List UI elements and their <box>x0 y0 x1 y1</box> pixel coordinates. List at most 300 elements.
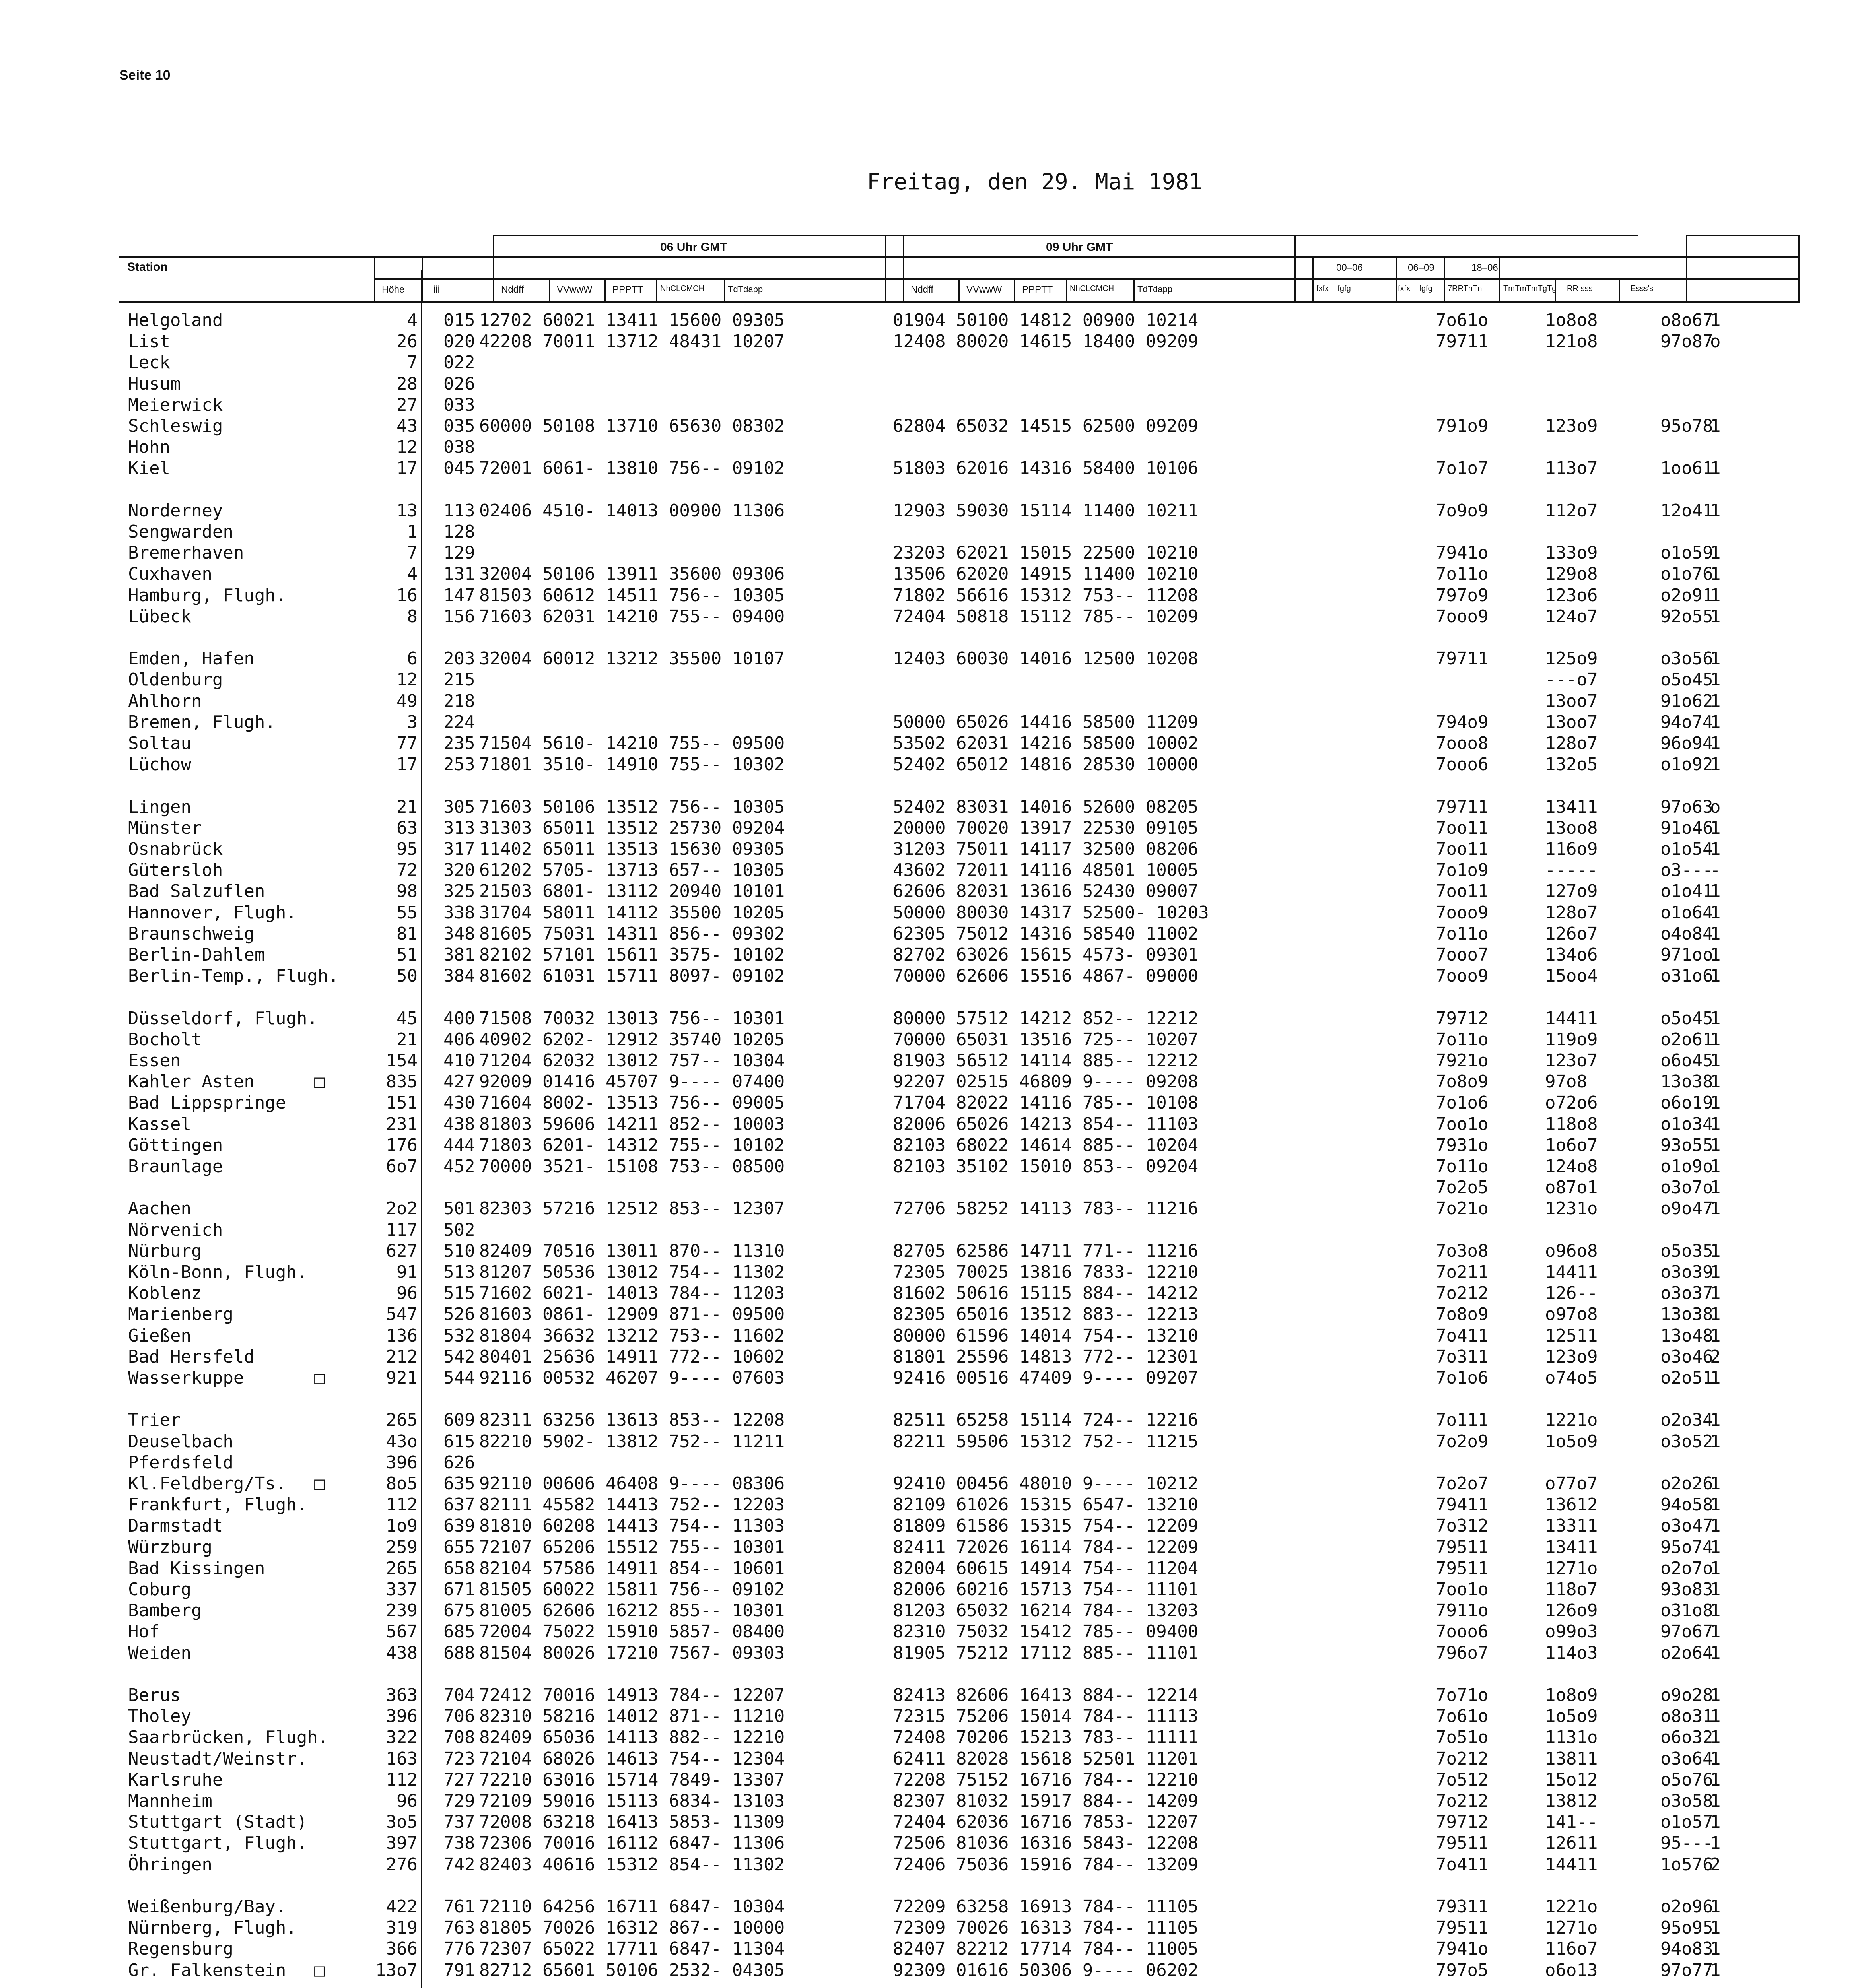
cell-station: Regensburg <box>128 1939 233 1959</box>
cell-iii: 203 <box>443 648 475 669</box>
cell-g: o2o26 <box>1660 1474 1713 1494</box>
cell-b: 72406 75036 15916 784-- 13209 <box>893 1854 1199 1875</box>
cell-hoehe: 95 <box>396 839 418 859</box>
table-row <box>0 1220 1860 1241</box>
cell-hoehe: 98 <box>396 881 418 902</box>
cell-station: Stuttgart, Flugh. <box>128 1833 307 1854</box>
cell-station: Hannover, Flugh. <box>128 902 297 923</box>
cell-h: 1 <box>1710 691 1721 711</box>
cell-station: Norderney <box>128 500 223 521</box>
cell-h: 1 <box>1710 1474 1721 1494</box>
table-row <box>0 543 1860 564</box>
table-row <box>0 374 1860 395</box>
cell-f: 1o6o7 <box>1545 1135 1598 1155</box>
cell-h: 2 <box>1710 1346 1721 1367</box>
cell-h: 1 <box>1710 1368 1721 1388</box>
cell-g: o2o96 <box>1660 1897 1713 1917</box>
cell-a: 81602 61031 15711 8097- 09102 <box>479 966 785 986</box>
cell-a: 82102 57101 15611 3575- 10102 <box>479 945 785 965</box>
cell-f: o72o6 <box>1545 1093 1598 1113</box>
cell-iii: 675 <box>443 1600 475 1621</box>
cell-station: Bocholt <box>128 1029 202 1050</box>
cell-hoehe: 322 <box>386 1727 418 1748</box>
cell-g: o5o76 <box>1660 1769 1713 1790</box>
cell-iii: 026 <box>443 373 475 394</box>
cell-station: Frankfurt, Flugh. <box>128 1495 307 1515</box>
cell-e: 7ooo7 <box>1436 945 1489 965</box>
cell-iii: 544 <box>443 1368 475 1388</box>
cell-f: 1221o <box>1545 1410 1598 1431</box>
cell-hoehe: 27 <box>396 394 418 415</box>
header-tdtdapp-06: TdTdapp <box>728 284 763 294</box>
table-row <box>0 1770 1860 1791</box>
table-row <box>0 1050 1860 1072</box>
cell-a: 61202 5705- 13713 657-- 10305 <box>479 860 785 881</box>
cell-a: 81804 36632 13212 753-- 11602 <box>479 1325 785 1346</box>
cell-h: 1 <box>1710 1791 1721 1811</box>
cell-station: Deuselbach <box>128 1431 233 1452</box>
cell-hoehe: 91 <box>396 1262 418 1282</box>
cell-f: 1o5o9 <box>1545 1431 1598 1452</box>
cell-g: o1o41 <box>1660 881 1713 902</box>
cell-g: 92o55 <box>1660 606 1713 627</box>
cell-h: 1 <box>1710 839 1721 859</box>
header-vvwww-09: VVwwW <box>966 284 1002 295</box>
cell-hoehe: 55 <box>396 902 418 923</box>
cell-box: □ <box>314 1474 325 1494</box>
cell-h: 1 <box>1710 754 1721 775</box>
cell-station: Osnabrück <box>128 839 223 859</box>
table-row <box>0 627 1860 649</box>
cell-f: 13612 <box>1545 1495 1598 1515</box>
header-00-06: 00–06 <box>1336 262 1363 273</box>
cell-h: 1 <box>1710 1812 1721 1833</box>
cell-f: 97o8 <box>1545 1072 1587 1092</box>
cell-a: 92116 00532 46207 9---- 07603 <box>479 1368 785 1388</box>
cell-g: 94o58 <box>1660 1495 1713 1515</box>
cell-h: 1 <box>1710 1516 1721 1536</box>
cell-g: o1o92 <box>1660 754 1713 775</box>
cell-b: 72305 70025 13816 7833- 12210 <box>893 1262 1199 1282</box>
cell-a: 82111 45582 14413 752-- 12203 <box>479 1495 785 1515</box>
cell-b: 51803 62016 14316 58400 10106 <box>893 458 1199 479</box>
cell-e: 7o11o <box>1436 1156 1489 1176</box>
table-row <box>0 1643 1860 1664</box>
cell-f: 14411 <box>1545 1854 1598 1875</box>
cell-hoehe: 4 <box>407 564 418 584</box>
cell-a: 72004 75022 15910 5857- 08400 <box>479 1621 785 1642</box>
cell-f: 13811 <box>1545 1748 1598 1769</box>
cell-e: 7o2o7 <box>1436 1474 1489 1494</box>
cell-e: 7o1o9 <box>1436 860 1489 881</box>
table-row <box>0 1008 1860 1030</box>
cell-f: 13311 <box>1545 1516 1598 1536</box>
cell-station: Düsseldorf, Flugh. <box>128 1008 318 1029</box>
cell-e: 7ooo8 <box>1436 733 1489 753</box>
cell-h: 2 <box>1710 1854 1721 1875</box>
cell-h: 1 <box>1710 1600 1721 1621</box>
table-row <box>0 1600 1860 1622</box>
cell-a: 81005 62606 16212 855-- 10301 <box>479 1600 785 1621</box>
cell-a: 81207 50536 13012 754-- 11302 <box>479 1262 785 1282</box>
cell-e: 79511 <box>1436 1537 1489 1557</box>
cell-iii: 776 <box>443 1939 475 1959</box>
header-tmtm: TmTmTmTgTg <box>1503 284 1557 293</box>
table-row <box>0 1452 1860 1474</box>
cell-iii: 515 <box>443 1283 475 1304</box>
table-row <box>0 395 1860 416</box>
cell-a: 81504 80026 17210 7567- 09303 <box>479 1642 785 1663</box>
cell-f: o77o7 <box>1545 1474 1598 1494</box>
cell-e: 7o3o8 <box>1436 1241 1489 1261</box>
cell-e: 7o1o7 <box>1436 458 1489 479</box>
cell-iii: 737 <box>443 1812 475 1833</box>
cell-g: o1o9o <box>1660 1156 1713 1176</box>
table-row <box>0 522 1860 543</box>
cell-f: 13oo7 <box>1545 691 1598 711</box>
cell-station: Mannheim <box>128 1791 212 1811</box>
cell-e: 7o8o9 <box>1436 1072 1489 1092</box>
cell-station: Kahler Asten <box>128 1072 255 1092</box>
cell-station: Meierwick <box>128 394 223 415</box>
cell-f: 133o9 <box>1545 543 1598 563</box>
cell-station: Kassel <box>128 1114 191 1134</box>
cell-g: 95o95 <box>1660 1918 1713 1938</box>
cell-hoehe: 319 <box>386 1918 418 1938</box>
cell-g: o3o37 <box>1660 1283 1713 1304</box>
cell-station: Würzburg <box>128 1537 212 1557</box>
cell-box: □ <box>314 1368 325 1388</box>
cell-f: 14411 <box>1545 1008 1598 1029</box>
cell-b: 81602 50616 15115 884-- 14212 <box>893 1283 1199 1304</box>
header-ppptt-09: PPPTT <box>1022 284 1053 295</box>
cell-station: Sengwarden <box>128 522 233 542</box>
header-iii: iii <box>433 284 440 295</box>
table-row <box>0 1262 1860 1283</box>
cell-b: 50000 80030 14317 52500- 10203 <box>893 902 1209 923</box>
cell-h: 1 <box>1710 1685 1721 1705</box>
cell-b: 82103 68022 14614 885-- 10204 <box>893 1135 1199 1155</box>
cell-f: o6o13 <box>1545 1960 1598 1980</box>
cell-f: 116o9 <box>1545 839 1598 859</box>
header-nddff-09: Nddff <box>911 284 933 295</box>
cell-a: 72001 6061- 13810 756-- 09102 <box>479 458 785 479</box>
cell-f: 15o12 <box>1545 1769 1598 1790</box>
cell-b: 81905 75212 17112 885-- 11101 <box>893 1642 1199 1663</box>
table-row <box>0 1939 1860 1960</box>
cell-station: Nürnberg, Flugh. <box>128 1918 297 1938</box>
cell-hoehe: 239 <box>386 1600 418 1621</box>
cell-iii: 317 <box>443 839 475 859</box>
cell-g: o3o39 <box>1660 1262 1713 1282</box>
table-row <box>0 712 1860 734</box>
cell-g: o1o59 <box>1660 543 1713 563</box>
cell-a: 72107 65206 15512 755-- 10301 <box>479 1537 785 1557</box>
cell-a: 81803 59606 14211 852-- 10003 <box>479 1114 785 1134</box>
cell-e: 7o2o5 <box>1436 1177 1489 1198</box>
cell-b: 53502 62031 14216 58500 10002 <box>893 733 1199 753</box>
cell-hoehe: 259 <box>386 1537 418 1557</box>
cell-hoehe: 366 <box>386 1939 418 1959</box>
cell-b: 31203 75011 14117 32500 08206 <box>893 839 1199 859</box>
cell-h: 1 <box>1710 1029 1721 1050</box>
cell-f: 127o9 <box>1545 881 1598 902</box>
cell-hoehe: 265 <box>386 1558 418 1578</box>
cell-h: 1 <box>1710 1283 1721 1304</box>
cell-g: 13o38 <box>1660 1072 1713 1092</box>
cell-a: 82409 70516 13011 870-- 11310 <box>479 1241 785 1261</box>
cell-station: Bad Kissingen <box>128 1558 265 1578</box>
cell-g: o6o19 <box>1660 1093 1713 1113</box>
cell-hoehe: 276 <box>386 1854 418 1875</box>
cell-e: 797o5 <box>1436 1960 1489 1980</box>
cell-g: o5o45 <box>1660 670 1713 690</box>
cell-g: o8o67 <box>1660 310 1713 330</box>
cell-iii: 427 <box>443 1072 475 1092</box>
table-row <box>0 987 1860 1008</box>
cell-f: 116o7 <box>1545 1939 1598 1959</box>
cell-f: 15oo4 <box>1545 966 1598 986</box>
cell-f: 13411 <box>1545 796 1598 817</box>
cell-f: 119o9 <box>1545 1029 1598 1050</box>
table-row <box>0 480 1860 501</box>
cell-e: 7911o <box>1436 1600 1489 1621</box>
table-row <box>0 839 1860 860</box>
cell-e: 7o212 <box>1436 1748 1489 1769</box>
header-fxfx-1: fxfx – fgfg <box>1316 284 1351 293</box>
cell-b: 50000 65026 14416 58500 11209 <box>893 712 1199 732</box>
cell-f: 13812 <box>1545 1791 1598 1811</box>
cell-hoehe: 6 <box>407 648 418 669</box>
cell-a: 42208 70011 13712 48431 10207 <box>479 331 785 352</box>
cell-h: 1 <box>1710 1410 1721 1431</box>
cell-g: o4o84 <box>1660 923 1713 944</box>
cell-b: 70000 65031 13516 725-- 10207 <box>893 1029 1199 1050</box>
cell-h: o <box>1710 331 1721 352</box>
cell-g: o31o8 <box>1660 1600 1713 1621</box>
cell-h: 1 <box>1710 1241 1721 1261</box>
cell-b: 82511 65258 15114 724-- 12216 <box>893 1410 1199 1431</box>
cell-g: 96o94 <box>1660 733 1713 753</box>
cell-hoehe: 77 <box>396 733 418 753</box>
cell-hoehe: 12 <box>396 670 418 690</box>
cell-iii: 742 <box>443 1854 475 1875</box>
table-row <box>0 1833 1860 1854</box>
cell-station: Bad Salzuflen <box>128 881 265 902</box>
cell-station: Öhringen <box>128 1854 212 1875</box>
table-row <box>0 1749 1860 1770</box>
cell-e: 7ooo6 <box>1436 1621 1489 1642</box>
cell-b: 82006 65026 14213 854-- 11103 <box>893 1114 1199 1134</box>
cell-g: o2o61 <box>1660 1029 1713 1050</box>
cell-a: 82712 65601 50106 2532- 04305 <box>479 1960 785 1980</box>
table-row <box>0 1918 1860 1939</box>
cell-g: o2o64 <box>1660 1642 1713 1663</box>
cell-g: o2o91 <box>1660 585 1713 606</box>
cell-h: 1 <box>1710 1135 1721 1155</box>
cell-f: 126-- <box>1545 1283 1598 1304</box>
cell-e: 796o7 <box>1436 1642 1489 1663</box>
cell-h: 1 <box>1710 1537 1721 1557</box>
cell-b: 23203 62021 15015 22500 10210 <box>893 543 1199 563</box>
cell-hoehe: 45 <box>396 1008 418 1029</box>
cell-f: 124o8 <box>1545 1156 1598 1176</box>
table-row <box>0 860 1860 881</box>
cell-f: ---o7 <box>1545 670 1598 690</box>
cell-g: o1o34 <box>1660 1114 1713 1134</box>
cell-b: 62804 65032 14515 62500 09209 <box>893 416 1199 436</box>
header-hoehe: Höhe <box>382 284 405 295</box>
cell-hoehe: 1o9 <box>386 1516 418 1536</box>
table-row <box>0 501 1860 522</box>
cell-iii: 035 <box>443 416 475 436</box>
cell-station: Darmstadt <box>128 1516 223 1536</box>
cell-hoehe: 397 <box>386 1833 418 1854</box>
cell-f: 128o7 <box>1545 902 1598 923</box>
cell-e: 7oo1o <box>1436 1579 1489 1600</box>
table-row <box>0 585 1860 607</box>
cell-station: Tholey <box>128 1706 191 1727</box>
cell-station: Aachen <box>128 1198 191 1219</box>
cell-station: Neustadt/Weinstr. <box>128 1748 307 1769</box>
cell-a: 72306 70016 16112 6847- 11306 <box>479 1833 785 1854</box>
cell-hoehe: 6o7 <box>386 1156 418 1176</box>
cell-hoehe: 112 <box>386 1769 418 1790</box>
cell-a: 31704 58011 14112 35500 10205 <box>479 902 785 923</box>
cell-e: 7ooo9 <box>1436 966 1489 986</box>
cell-hoehe: 7 <box>407 543 418 563</box>
cell-e: 7o211 <box>1436 1262 1489 1282</box>
cell-h: 1 <box>1710 1833 1721 1854</box>
cell-station: Karlsruhe <box>128 1769 223 1790</box>
cell-a: 71603 62031 14210 755-- 09400 <box>479 606 785 627</box>
cell-e: 7o8o9 <box>1436 1304 1489 1325</box>
cell-box: □ <box>314 1072 325 1092</box>
cell-station: Coburg <box>128 1579 191 1600</box>
cell-e: 79711 <box>1436 796 1489 817</box>
cell-iii: 129 <box>443 543 475 563</box>
header-06-09: 06–09 <box>1408 262 1434 273</box>
table-row <box>0 1727 1860 1749</box>
cell-iii: 406 <box>443 1029 475 1050</box>
cell-station: Hof <box>128 1621 160 1642</box>
cell-station: Braunlage <box>128 1156 223 1176</box>
cell-g: o1o64 <box>1660 902 1713 923</box>
cell-h: 1 <box>1710 1156 1721 1176</box>
table-row <box>0 331 1860 353</box>
cell-station: Bad Hersfeld <box>128 1346 255 1367</box>
table-row <box>0 1326 1860 1347</box>
cell-h: 1 <box>1710 543 1721 563</box>
cell-a: 71508 70032 13013 756-- 10301 <box>479 1008 785 1029</box>
cell-h: 1 <box>1710 1093 1721 1113</box>
cell-hoehe: 96 <box>396 1283 418 1304</box>
cell-hoehe: 835 <box>386 1072 418 1092</box>
cell-g: 94o74 <box>1660 712 1713 732</box>
cell-hoehe: 21 <box>396 796 418 817</box>
cell-hoehe: 117 <box>386 1219 418 1240</box>
cell-f: 14411 <box>1545 1262 1598 1282</box>
cell-b: 82006 60216 15713 754-- 11101 <box>893 1579 1199 1600</box>
header-nddff-06: Nddff <box>501 284 524 295</box>
cell-iii: 542 <box>443 1346 475 1367</box>
cell-station: Gütersloh <box>128 860 223 881</box>
cell-g: 94o83 <box>1660 1939 1713 1959</box>
cell-h: 1 <box>1710 1621 1721 1642</box>
cell-a: 82409 65036 14113 882-- 12210 <box>479 1727 785 1748</box>
cell-a: 71204 62032 13012 757-- 10304 <box>479 1050 785 1071</box>
cell-b: 43602 72011 14116 48501 10005 <box>893 860 1199 881</box>
cell-iii: 761 <box>443 1897 475 1917</box>
cell-e: 7o9o9 <box>1436 500 1489 521</box>
cell-b: 12403 60030 14016 12500 10208 <box>893 648 1199 669</box>
cell-b: 82109 61026 15315 6547- 13210 <box>893 1495 1199 1515</box>
cell-a: 81805 70026 16312 867-- 10000 <box>479 1918 785 1938</box>
cell-iii: 338 <box>443 902 475 923</box>
table-row <box>0 754 1860 776</box>
cell-e: 79511 <box>1436 1918 1489 1938</box>
cell-b: 62411 82028 15618 52501 11201 <box>893 1748 1199 1769</box>
cell-station: Schleswig <box>128 416 223 436</box>
cell-e: 7o11o <box>1436 564 1489 584</box>
cell-station: List <box>128 331 170 352</box>
cell-f: 123o6 <box>1545 585 1598 606</box>
cell-f: 134o6 <box>1545 945 1598 965</box>
cell-e: 7o311 <box>1436 1346 1489 1367</box>
cell-a: 71504 5610- 14210 755-- 09500 <box>479 733 785 753</box>
table-row <box>0 1114 1860 1136</box>
cell-h: 1 <box>1710 1198 1721 1219</box>
table-row <box>0 1854 1860 1876</box>
cell-e: 7o512 <box>1436 1769 1489 1790</box>
cell-b: 13506 62020 14915 11400 10210 <box>893 564 1199 584</box>
cell-box: □ <box>314 1960 325 1980</box>
cell-h: 1 <box>1710 817 1721 838</box>
cell-g: o3o58 <box>1660 1791 1713 1811</box>
cell-a: 32004 50106 13911 35600 09306 <box>479 564 785 584</box>
cell-g: 971oo <box>1660 945 1713 965</box>
cell-hoehe: 112 <box>386 1495 418 1515</box>
cell-station: Pferdsfeld <box>128 1452 233 1473</box>
cell-h: 1 <box>1710 585 1721 606</box>
cell-g: o6o45 <box>1660 1050 1713 1071</box>
table-row <box>0 966 1860 987</box>
cell-g: 97o87 <box>1660 331 1713 352</box>
cell-e: 7941o <box>1436 543 1489 563</box>
cell-h: 1 <box>1710 881 1721 902</box>
cell-b: 71704 82022 14116 785-- 10108 <box>893 1093 1199 1113</box>
cell-g: o2o51 <box>1660 1368 1713 1388</box>
cell-e: 791o9 <box>1436 416 1489 436</box>
cell-a: 72109 59016 15113 6834- 13103 <box>479 1791 785 1811</box>
cell-e: 7o11o <box>1436 1029 1489 1050</box>
cell-f: 13oo7 <box>1545 712 1598 732</box>
cell-station: Bremen, Flugh. <box>128 712 276 732</box>
cell-h: 1 <box>1710 1748 1721 1769</box>
cell-station: Wasserkuppe <box>128 1368 244 1388</box>
table-row <box>0 1685 1860 1706</box>
cell-iii: 763 <box>443 1918 475 1938</box>
table-row <box>0 352 1860 374</box>
cell-b: 80000 57512 14212 852-- 12212 <box>893 1008 1199 1029</box>
table-row <box>0 1072 1860 1093</box>
cell-e: 79511 <box>1436 1558 1489 1578</box>
cell-station: Lingen <box>128 796 191 817</box>
cell-g: o2o34 <box>1660 1410 1713 1431</box>
cell-f: 118o7 <box>1545 1579 1598 1600</box>
cell-a: 71604 8002- 13513 756-- 09005 <box>479 1093 785 1113</box>
cell-hoehe: 627 <box>386 1241 418 1261</box>
